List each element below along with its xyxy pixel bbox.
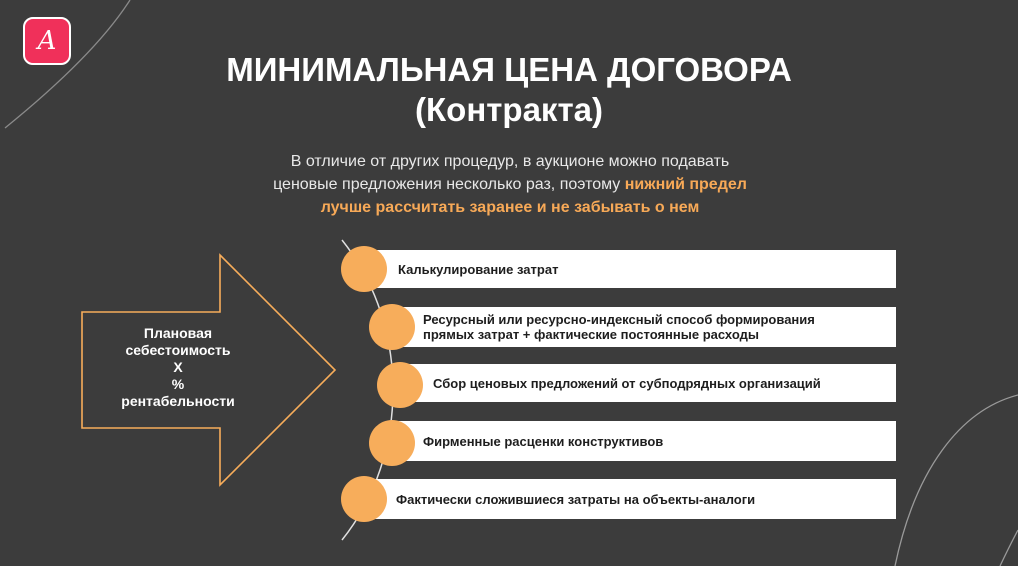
method-item-label: Фактически сложившиеся затраты на объекты-аналоги [396, 491, 756, 507]
method-item-label: Фирменные расценки конструктивов [423, 433, 664, 449]
bullet-circle-5 [341, 476, 387, 522]
method-item-4 [392, 421, 896, 461]
bullet-circle-3 [377, 362, 423, 408]
page-title-line-2: (Контракта) [415, 91, 603, 128]
subtitle [210, 150, 810, 219]
formula-text [95, 325, 261, 410]
bullet-circle-4 [369, 420, 415, 466]
formula-line-4: % [171, 376, 185, 392]
subtitle-line-1: В отличие от других процедур, в аукционе можно подавать [290, 153, 730, 170]
formula-line-5: рентабельности [121, 393, 235, 409]
page-title-line-1: МИНИМАЛЬНАЯ ЦЕНА ДОГОВОРА [226, 51, 792, 88]
method-item-3 [403, 364, 896, 402]
bullet-circle-2 [369, 304, 415, 350]
bullet-circle-1 [341, 246, 387, 292]
method-item-label: Ресурсный или ресурсно-индексный способ формирования прямых затрат + фактические постоянные расходы [423, 312, 815, 342]
method-item-1 [365, 250, 896, 288]
subtitle-line-2-text: ценовые предложения несколько раз, поэтому [273, 176, 625, 193]
formula-line-3: Х [173, 359, 183, 375]
crest-logo-icon: A [37, 26, 57, 56]
page-title [0, 50, 1018, 130]
method-item-label: Калькулирование затрат [398, 261, 559, 277]
subtitle-line-2 [210, 173, 810, 196]
subtitle-highlight-1: нижний предел [624, 176, 747, 193]
method-item-label: Сбор ценовых предложений от субподрядных организаций [433, 375, 821, 391]
formula-line-1: Плановая [143, 325, 213, 341]
method-item-5 [365, 479, 896, 519]
method-item-2 [392, 307, 896, 347]
subtitle-highlight-2: лучше рассчитать заранее и не забывать о нем [320, 199, 700, 216]
formula-line-2: себестоимость [125, 342, 231, 358]
